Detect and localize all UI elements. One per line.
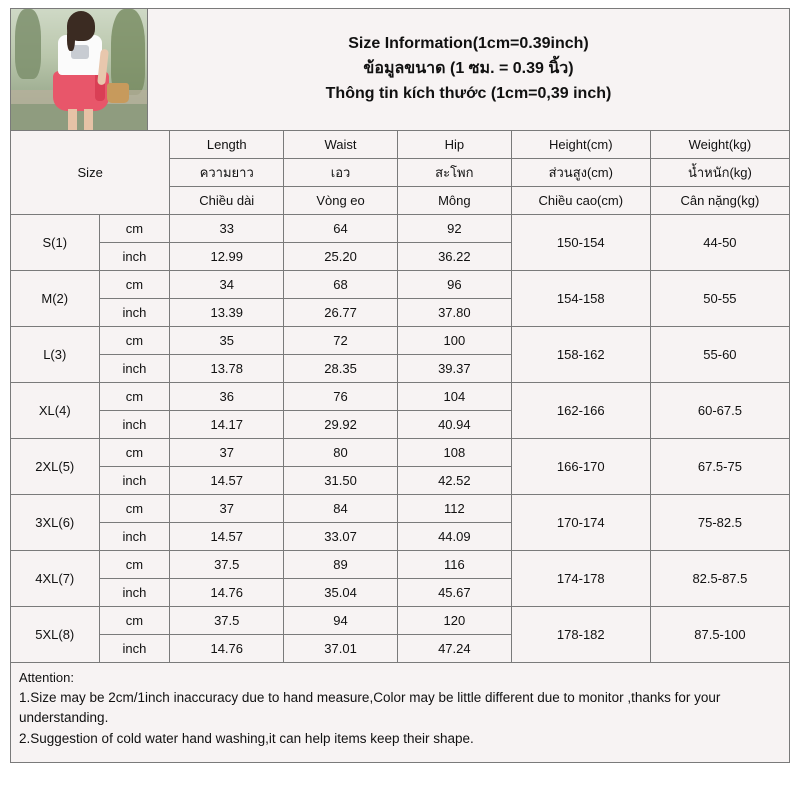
row-size-label: L(3) — [11, 327, 100, 383]
cell-hip-cm: 100 — [397, 327, 511, 355]
cell-height: 158-162 — [511, 327, 650, 383]
cell-height: 178-182 — [511, 607, 650, 663]
row-unit-inch: inch — [99, 355, 170, 383]
row-unit-cm: cm — [99, 383, 170, 411]
row-unit-cm: cm — [99, 327, 170, 355]
header-waist-vi: Vòng eo — [284, 187, 398, 215]
table-row — [11, 495, 790, 523]
cell-hip-cm: 104 — [397, 383, 511, 411]
leg-right-shape — [84, 109, 93, 130]
cell-length-cm: 37 — [170, 439, 284, 467]
cell-weight: 44-50 — [650, 215, 789, 271]
row-size-label: M(2) — [11, 271, 100, 327]
cell-waist-inch: 35.04 — [284, 579, 398, 607]
cell-waist-cm: 68 — [284, 271, 398, 299]
cell-hip-inch: 36.22 — [397, 243, 511, 271]
cell-weight: 75-82.5 — [650, 495, 789, 551]
cell-hip-inch: 44.09 — [397, 523, 511, 551]
title-th: ข้อมูลขนาด (1 ซม. = 0.39 นิ้ว) — [363, 60, 574, 78]
header-height-th: ส่วนสูง(cm) — [511, 159, 650, 187]
header-length-th: ความยาว — [170, 159, 284, 187]
cell-weight: 82.5-87.5 — [650, 551, 789, 607]
header-hip-th: สะโพก — [397, 159, 511, 187]
note-line-1: 1.Size may be 2cm/1inch inaccuracy due to hand measure,Color may be little different due to monitor ,thanks for your understanding. — [19, 689, 721, 726]
table-row — [11, 551, 790, 579]
cell-height: 154-158 — [511, 271, 650, 327]
cell-waist-inch: 25.20 — [284, 243, 398, 271]
table-row — [11, 439, 790, 467]
cell-length-inch: 14.57 — [170, 523, 284, 551]
cell-length-cm: 37 — [170, 495, 284, 523]
cell-hip-cm: 120 — [397, 607, 511, 635]
title-vi: Thông tin kích thước (1cm=0,39 inch) — [325, 84, 612, 102]
cell-length-inch: 14.76 — [170, 579, 284, 607]
attention-note — [10, 663, 790, 763]
cell-waist-cm: 94 — [284, 607, 398, 635]
row-size-label: 3XL(6) — [11, 495, 100, 551]
cell-length-inch: 12.99 — [170, 243, 284, 271]
cell-height: 170-174 — [511, 495, 650, 551]
row-unit-inch: inch — [99, 411, 170, 439]
cell-weight: 87.5-100 — [650, 607, 789, 663]
cell-length-cm: 33 — [170, 215, 284, 243]
row-unit-inch: inch — [99, 243, 170, 271]
header-waist-en: Waist — [284, 131, 398, 159]
header-height-en: Height(cm) — [511, 131, 650, 159]
row-size-label: XL(4) — [11, 383, 100, 439]
cell-length-cm: 37.5 — [170, 551, 284, 579]
table-row — [11, 215, 790, 243]
header-weight-vi: Cân nặng(kg) — [650, 187, 789, 215]
header-height-vi: Chiều cao(cm) — [511, 187, 650, 215]
row-unit-inch: inch — [99, 635, 170, 663]
cell-hip-cm: 116 — [397, 551, 511, 579]
size-column-header: Size — [11, 131, 170, 215]
cell-length-cm: 34 — [170, 271, 284, 299]
cell-hip-inch: 40.94 — [397, 411, 511, 439]
cell-length-inch: 13.39 — [170, 299, 284, 327]
cell-hip-inch: 42.52 — [397, 467, 511, 495]
cell-waist-inch: 29.92 — [284, 411, 398, 439]
cell-hip-cm: 112 — [397, 495, 511, 523]
cell-weight: 50-55 — [650, 271, 789, 327]
row-unit-inch: inch — [99, 579, 170, 607]
row-unit-inch: inch — [99, 523, 170, 551]
cell-waist-inch: 31.50 — [284, 467, 398, 495]
cell-waist-inch: 37.01 — [284, 635, 398, 663]
header-weight-en: Weight(kg) — [650, 131, 789, 159]
cell-hip-cm: 108 — [397, 439, 511, 467]
title-en: Size Information(1cm=0.39inch) — [348, 35, 589, 53]
cell-weight: 60-67.5 — [650, 383, 789, 439]
row-unit-cm: cm — [99, 607, 170, 635]
row-unit-cm: cm — [99, 215, 170, 243]
cell-waist-inch: 28.35 — [284, 355, 398, 383]
note-title: Attention: — [19, 670, 74, 685]
header-hip-vi: Mông — [397, 187, 511, 215]
cell-hip-cm: 96 — [397, 271, 511, 299]
header-hip-en: Hip — [397, 131, 511, 159]
cell-waist-cm: 80 — [284, 439, 398, 467]
hair-shape — [67, 11, 95, 41]
cell-weight: 55-60 — [650, 327, 789, 383]
row-size-label: S(1) — [11, 215, 100, 271]
cell-length-inch: 14.76 — [170, 635, 284, 663]
tree-icon — [15, 9, 41, 79]
table-row — [11, 327, 790, 355]
header-waist-th: เอว — [284, 159, 398, 187]
cell-length-inch: 14.57 — [170, 467, 284, 495]
cell-length-inch: 13.78 — [170, 355, 284, 383]
table-row — [11, 271, 790, 299]
cell-hip-inch: 45.67 — [397, 579, 511, 607]
header-weight-th: น้ำหนัก(kg) — [650, 159, 789, 187]
cell-waist-cm: 84 — [284, 495, 398, 523]
cell-height: 150-154 — [511, 215, 650, 271]
row-size-label: 2XL(5) — [11, 439, 100, 495]
cell-waist-cm: 76 — [284, 383, 398, 411]
leg-left-shape — [68, 109, 77, 130]
row-size-label: 4XL(7) — [11, 551, 100, 607]
row-unit-inch: inch — [99, 467, 170, 495]
cell-waist-cm: 89 — [284, 551, 398, 579]
cell-length-cm: 35 — [170, 327, 284, 355]
table-header-row-en — [11, 131, 790, 159]
row-unit-cm: cm — [99, 439, 170, 467]
cell-length-cm: 36 — [170, 383, 284, 411]
cell-hip-inch: 47.24 — [397, 635, 511, 663]
size-table — [10, 130, 790, 663]
cell-waist-cm: 72 — [284, 327, 398, 355]
row-unit-cm: cm — [99, 495, 170, 523]
cell-waist-cm: 64 — [284, 215, 398, 243]
row-unit-cm: cm — [99, 271, 170, 299]
table-row — [11, 607, 790, 635]
row-unit-inch: inch — [99, 299, 170, 327]
handbag-icon — [107, 83, 129, 103]
cell-waist-inch: 26.77 — [284, 299, 398, 327]
cell-length-cm: 37.5 — [170, 607, 284, 635]
row-size-label: 5XL(8) — [11, 607, 100, 663]
note-line-2: 2.Suggestion of cold water hand washing,it can help items keep their shape. — [19, 731, 474, 747]
cell-height: 174-178 — [511, 551, 650, 607]
cell-height: 162-166 — [511, 383, 650, 439]
cell-length-inch: 14.17 — [170, 411, 284, 439]
table-row — [11, 383, 790, 411]
cell-hip-inch: 37.80 — [397, 299, 511, 327]
model-photo — [11, 9, 148, 130]
header-length-en: Length — [170, 131, 284, 159]
cell-hip-inch: 39.37 — [397, 355, 511, 383]
chart-header — [10, 8, 790, 130]
header-length-vi: Chiều dài — [170, 187, 284, 215]
cell-height: 166-170 — [511, 439, 650, 495]
row-unit-cm: cm — [99, 551, 170, 579]
cell-hip-cm: 92 — [397, 215, 511, 243]
cell-weight: 67.5-75 — [650, 439, 789, 495]
cell-waist-inch: 33.07 — [284, 523, 398, 551]
title-block — [148, 9, 789, 130]
